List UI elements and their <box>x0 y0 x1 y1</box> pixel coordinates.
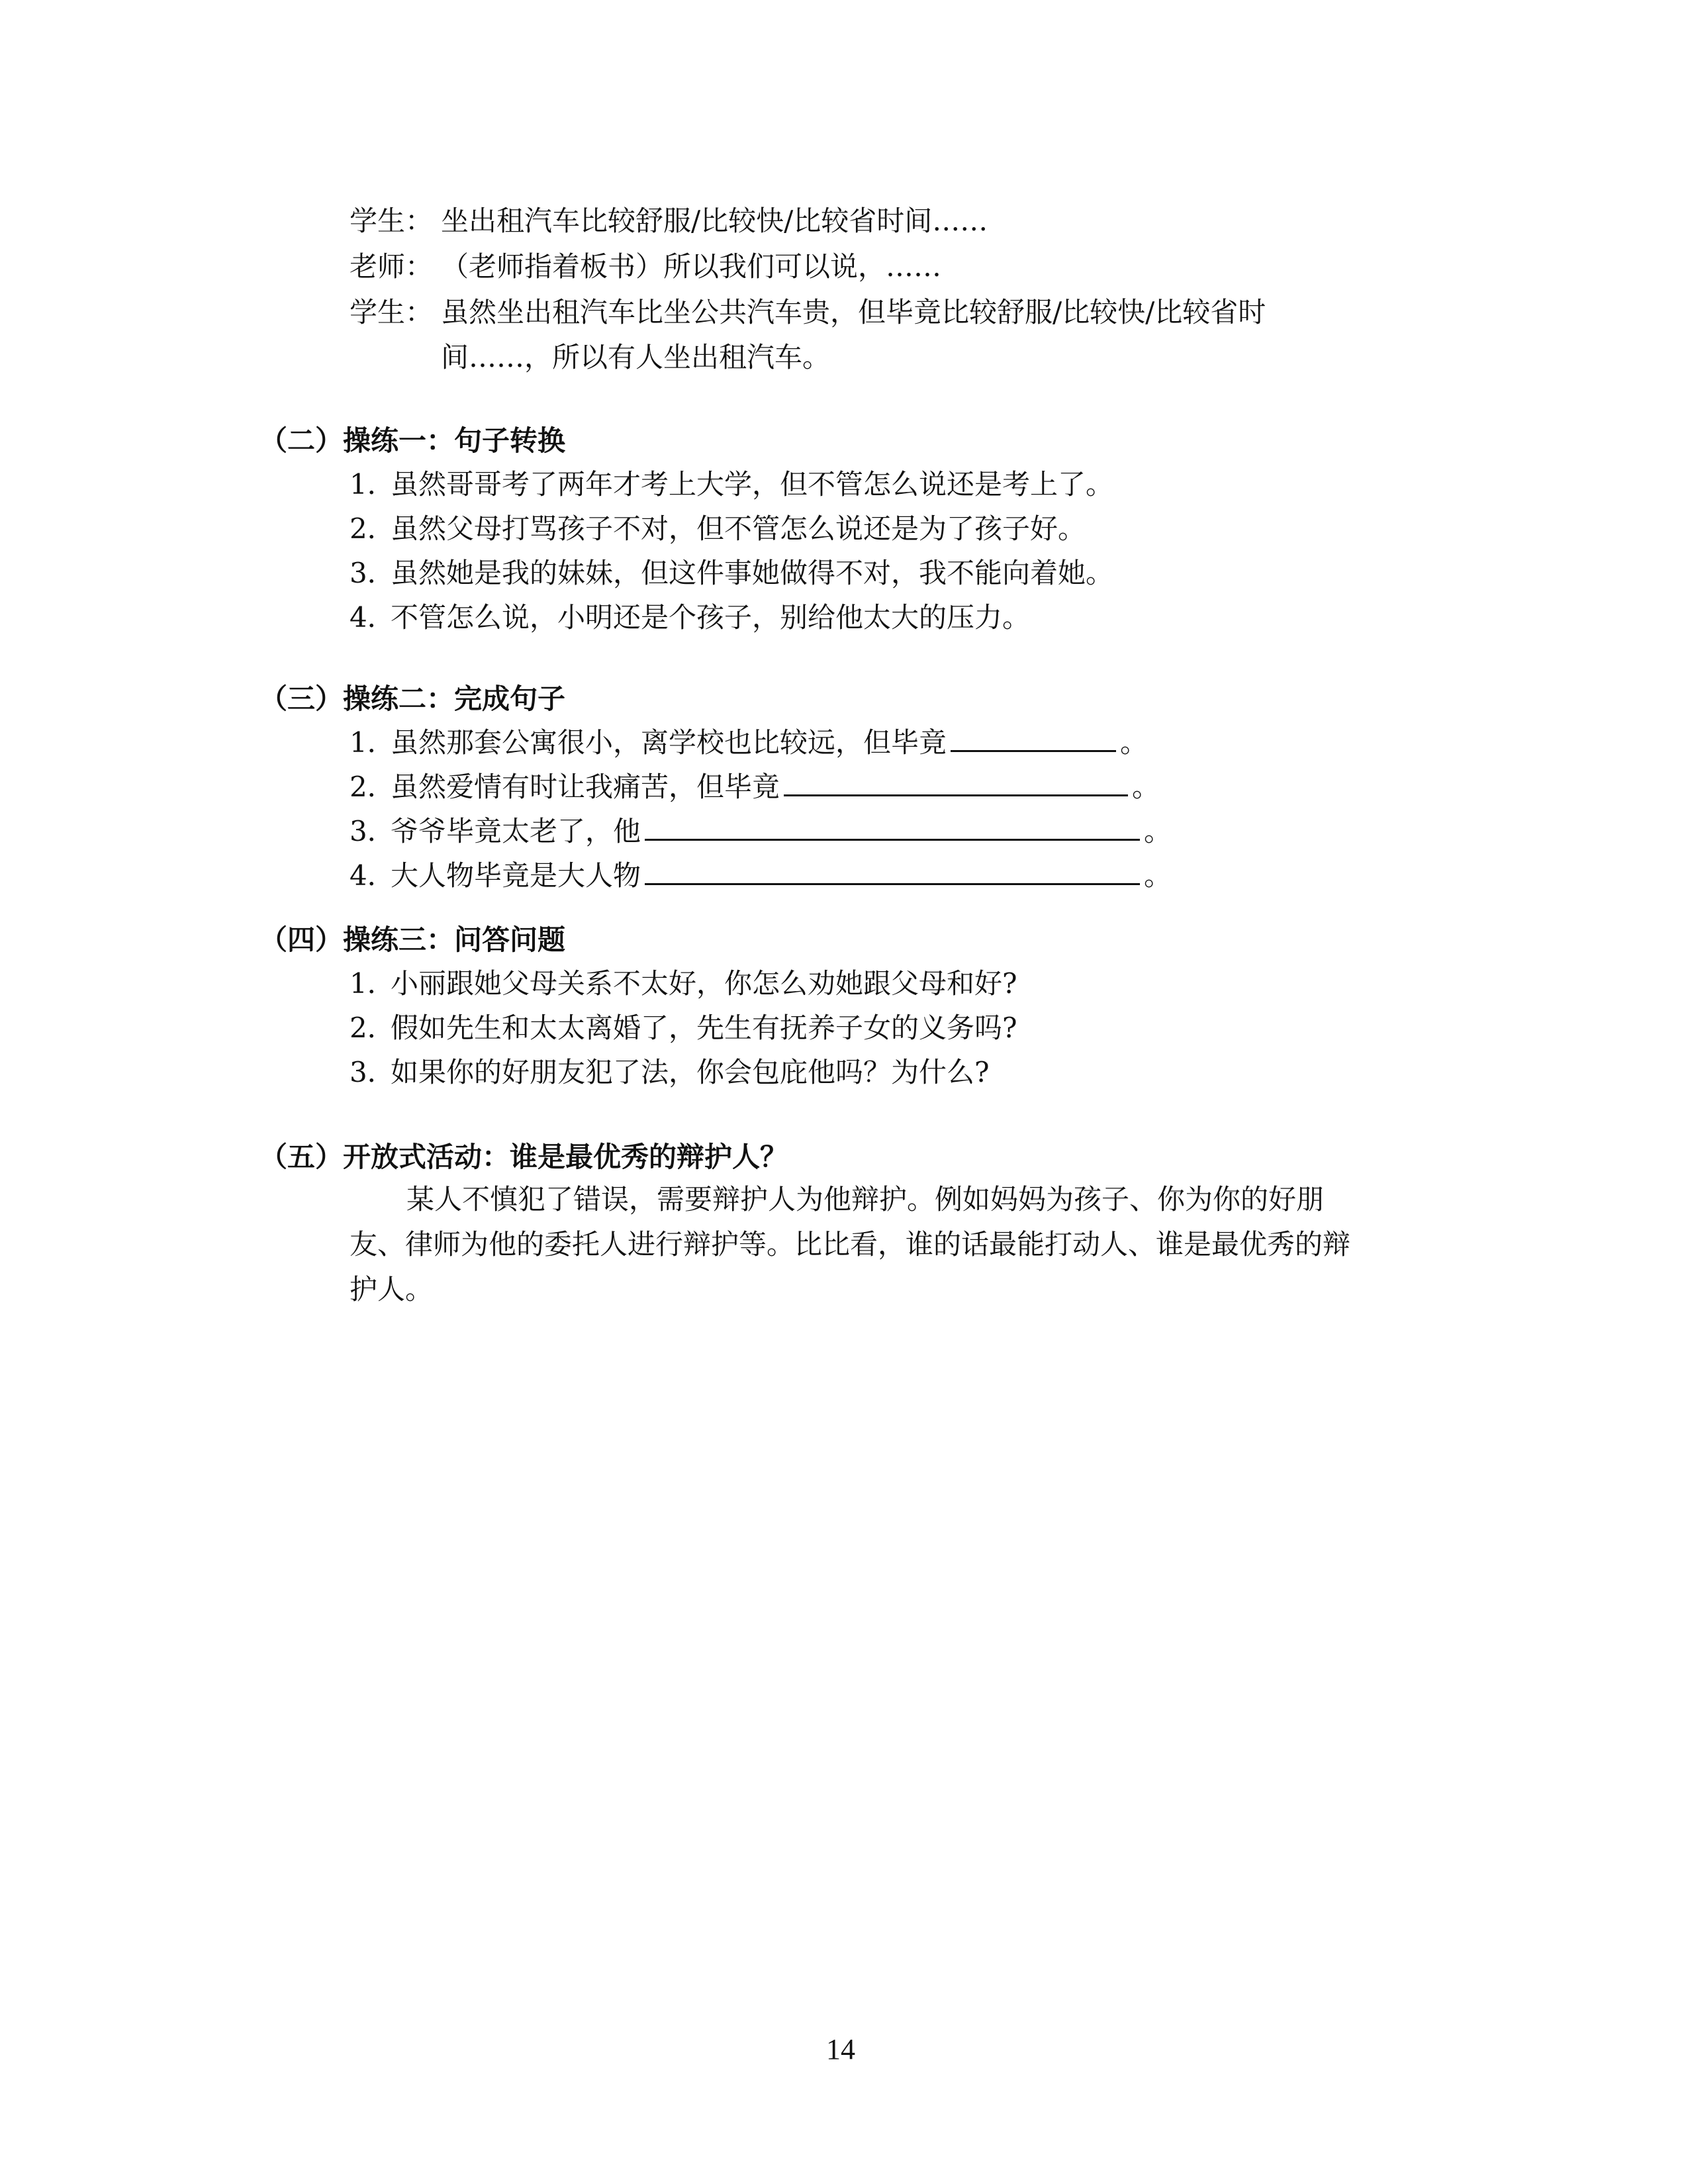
dialogue-line-1 <box>350 201 988 241</box>
dialogue-text: 虽然坐出租汽车比坐公共汽车贵，但毕竟比较舒服/比较快/比较省时 <box>441 296 1266 328</box>
list-item <box>350 598 1030 638</box>
paragraph-line: 友、律师为他的委托人进行辩护等。比比看，谁的话最能打动人、谁是最优秀的辩 <box>350 1228 1351 1260</box>
item-number: 3． <box>350 557 395 589</box>
item-number: 3． <box>350 1056 395 1088</box>
list-item <box>350 509 1086 549</box>
item-end: 。 <box>1132 771 1160 803</box>
item-number: 1． <box>350 967 395 1000</box>
list-item <box>350 1053 990 1092</box>
item-end: 。 <box>1144 815 1172 847</box>
item-number: 4． <box>350 859 395 892</box>
paragraph-line: 护人。 <box>350 1273 434 1306</box>
item-text: 虽然爱情有时让我痛苦，但毕竟 <box>391 771 780 803</box>
item-text: 如果你的好朋友犯了法，你会包庇他吗？为什么? <box>391 1056 990 1088</box>
item-text: 小丽跟她父母关系不太好，你怎么劝她跟父母和好? <box>391 967 1017 1000</box>
section-5-heading: （五）开放式活动：谁是最优秀的辩护人？ <box>259 1141 788 1173</box>
section-4-heading: （四）操练三：问答问题 <box>259 924 566 956</box>
item-number: 1． <box>350 726 395 759</box>
list-item <box>350 1008 1017 1048</box>
list-item <box>350 964 1017 1004</box>
answer-blank[interactable] <box>784 772 1128 796</box>
list-item <box>350 723 1148 763</box>
paragraph-line: 某人不慎犯了错误，需要辩护人为他辩护。例如妈妈为孩子、你为你的好朋 <box>406 1183 1325 1215</box>
item-end: 。 <box>1144 859 1172 892</box>
item-text: 虽然哥哥考了两年才考上大学，但不管怎么说还是考上了。 <box>391 468 1114 500</box>
item-text: 虽然那套公寓很小，离学校也比较远，但毕竟 <box>391 726 947 759</box>
item-number: 2． <box>350 771 395 803</box>
dialogue-text: 坐出租汽车比较舒服/比较快/比较省时间…… <box>441 205 988 237</box>
item-text: 虽然她是我的妹妹，但这件事她做得不对，我不能向着她。 <box>391 557 1114 589</box>
item-number: 2． <box>350 1012 395 1044</box>
answer-blank[interactable] <box>645 816 1140 841</box>
page-number: 14 <box>826 2033 855 2065</box>
item-number: 3． <box>350 815 395 847</box>
list-item <box>350 767 1160 807</box>
dialogue-speaker: 老师： <box>350 250 434 283</box>
item-text: 不管怎么说，小明还是个孩子，别给他太大的压力。 <box>391 601 1031 634</box>
item-text: 虽然父母打骂孩子不对，但不管怎么说还是为了孩子好。 <box>391 512 1086 545</box>
dialogue-speaker: 学生： <box>350 296 434 328</box>
item-text: 大人物毕竟是大人物 <box>391 859 641 892</box>
dialogue-continuation: 间……，所以有人坐出租汽车。 <box>441 341 831 373</box>
item-number: 1． <box>350 468 395 500</box>
answer-blank[interactable] <box>645 861 1140 885</box>
dialogue-speaker: 学生： <box>350 205 434 237</box>
item-text: 假如先生和太太离婚了，先生有抚养子女的义务吗? <box>391 1012 1017 1044</box>
section-2-heading: （二）操练一：句子转换 <box>259 424 566 457</box>
list-item <box>350 553 1113 593</box>
list-item <box>350 856 1172 896</box>
list-item <box>350 812 1172 851</box>
dialogue-line-3 <box>350 293 1266 332</box>
section-3-heading: （三）操练二：完成句子 <box>259 683 566 715</box>
item-number: 2． <box>350 512 395 545</box>
item-end: 。 <box>1120 726 1149 759</box>
item-text: 爷爷毕竟太老了，他 <box>391 815 641 847</box>
list-item <box>350 465 1113 504</box>
dialogue-line-2 <box>350 247 941 287</box>
item-number: 4． <box>350 601 395 634</box>
answer-blank[interactable] <box>951 728 1116 752</box>
dialogue-text: （老师指着板书）所以我们可以说，…… <box>441 250 942 283</box>
